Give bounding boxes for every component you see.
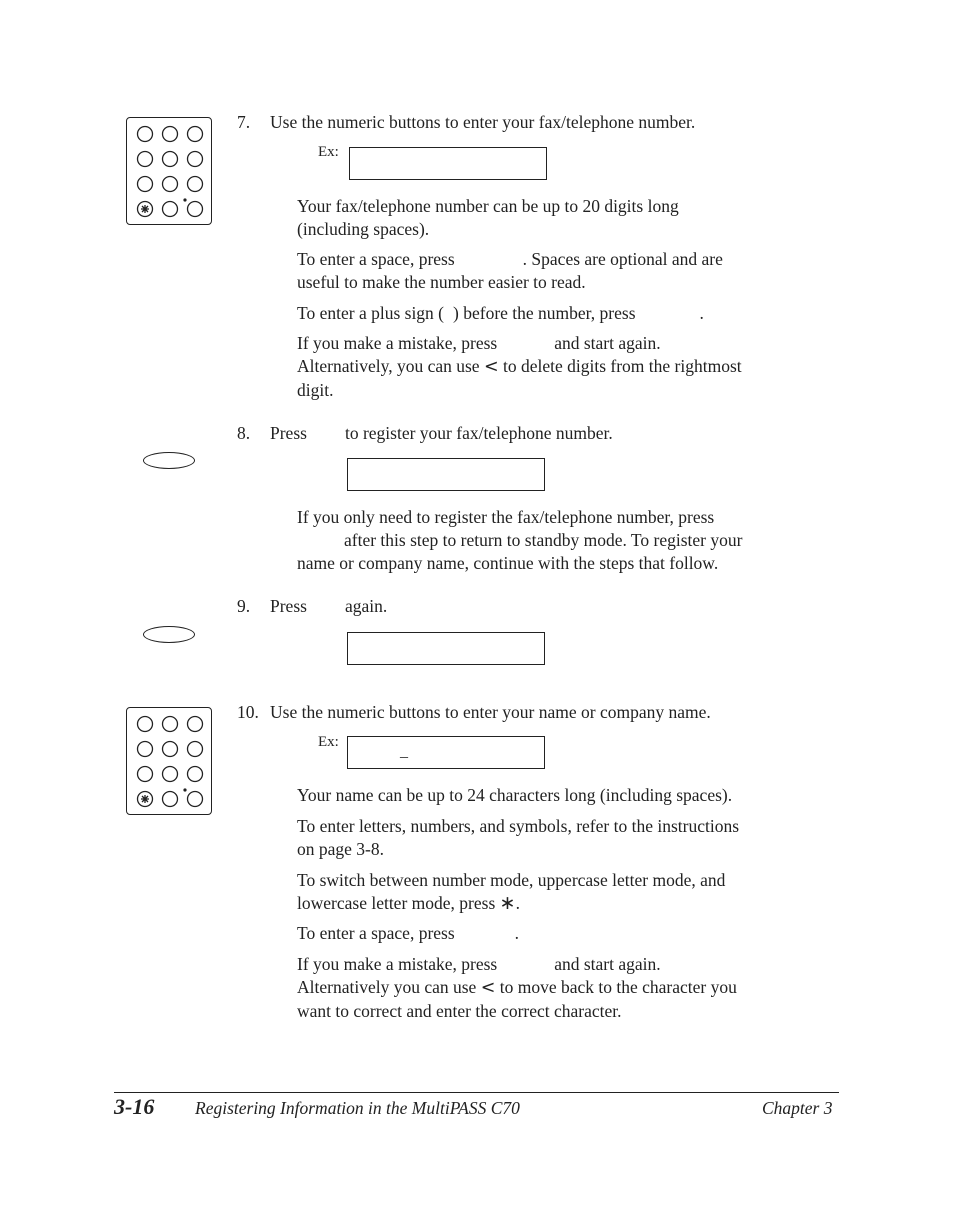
example-label: Ex: (318, 144, 339, 160)
page-number: 3-16 (114, 1094, 155, 1119)
paragraph: To enter a space, press . (297, 923, 520, 943)
paragraph: If you only need to register the fax/telephone number, press after this step to return to standby mode. To register your name or company name, continue with the steps that follow. (297, 507, 743, 573)
text-cursor: _ (400, 743, 408, 760)
lcd-display-example (347, 736, 545, 769)
paragraph: To switch between number mode, uppercase letter mode, and lowercase letter mode, press ∗. (297, 870, 726, 914)
step-number: 9. (237, 596, 251, 616)
footer-divider (114, 1092, 839, 1093)
lcd-display (347, 458, 545, 491)
keypad-icon (127, 708, 213, 816)
set-button-icon (143, 626, 195, 643)
lcd-display (347, 632, 545, 665)
step-number: 7. (237, 112, 251, 132)
paragraph: Your fax/telephone number can be up to 20 digits long (including spaces). (297, 196, 679, 239)
paragraph: If you make a mistake, press and start again. Alternatively, you can use < to delete digits from the rightmost digit. (297, 333, 742, 400)
example-label: Ex: (318, 734, 339, 750)
step-number: 8. (237, 423, 251, 443)
left-arrow-icon: < (483, 357, 499, 377)
paragraph: To enter a space, press . Spaces are optional and are useful to make the number easier to read. (297, 249, 723, 292)
footer-title: Registering Information in the MultiPASS C70 (195, 1098, 520, 1118)
set-button-icon (143, 452, 195, 469)
numeric-keypad-illustration (126, 707, 212, 815)
paragraph: To enter a plus sign ( ) before the number, press . (297, 303, 704, 323)
keypad-icon (127, 118, 213, 226)
step-text: Use the numeric buttons to enter your name or company name. (270, 702, 711, 722)
asterisk-key-icon: ∗ (499, 892, 516, 914)
paragraph: To enter letters, numbers, and symbols, refer to the instructions on page 3-8. (297, 816, 740, 859)
numeric-keypad-illustration (126, 117, 212, 225)
step-number: 10. (237, 702, 259, 722)
lcd-display-example (349, 147, 547, 180)
footer-chapter: Chapter 3 (762, 1098, 833, 1118)
left-arrow-icon: < (480, 978, 496, 998)
paragraph: If you make a mistake, press and start again. Alternatively you can use < to move back to the character you want to correct and enter the correct character. (297, 954, 737, 1021)
paragraph: Your name can be up to 24 characters long (including spaces). (297, 785, 733, 805)
step-text: Use the numeric buttons to enter your fax/telephone number. (270, 112, 696, 132)
